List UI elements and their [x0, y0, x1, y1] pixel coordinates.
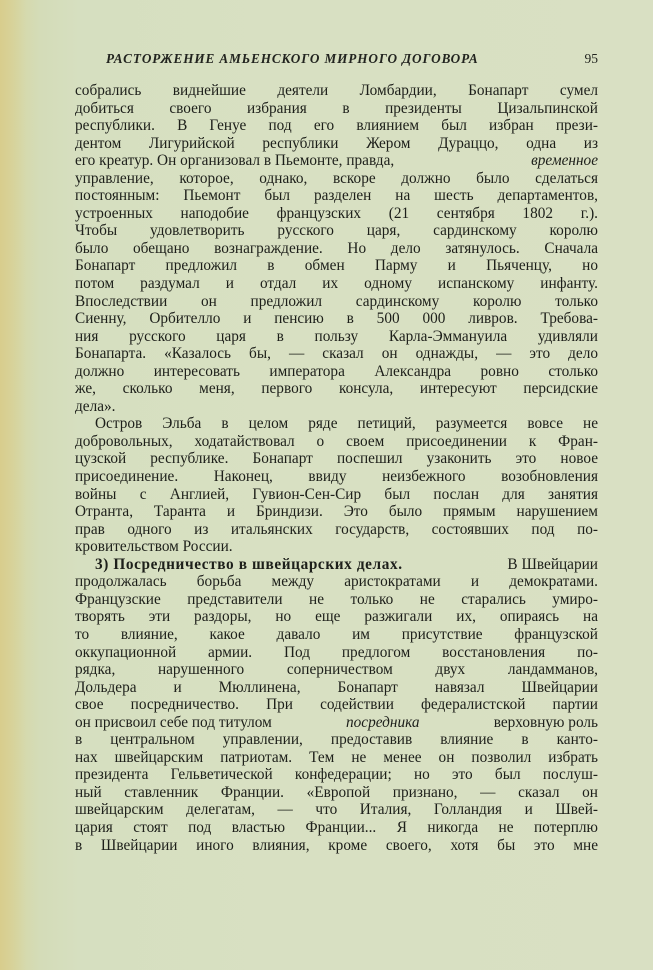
text-line: оккупационной армии. Под предлогом восстановления по-: [75, 643, 598, 661]
text-run: В Швейцарии: [503, 555, 598, 573]
text-line: Впоследствии он предложил сардинскому королю только: [75, 292, 598, 310]
running-title: РАСТОРЖЕНИЕ АМЬЕНСКОГО МИРНОГО ДОГОВОРА: [106, 51, 479, 66]
text-line: управление, которое, однако, вскоре должно было сделаться: [75, 169, 598, 187]
text-line: войны с Англией, Гувион-Сен-Сир был послан для занятия: [75, 485, 598, 503]
text-line: рядка, нарушенного соперничеством двух ландамманов,: [75, 661, 598, 679]
text-line: ный ставленник Франции. «Европой признано, — сказал он: [75, 783, 598, 801]
text-line: Остров Эльба в целом ряде петиций, разумеется вовсе не: [95, 415, 598, 433]
text-line: Чтобы удовлетворить русского царя, сардинскому королю: [75, 222, 598, 240]
section-heading: 3) Посредничество в швейцарских делах.: [95, 555, 403, 573]
text-line: свое посредничество. При содействии федералистской партии: [75, 696, 598, 714]
text-line: творять эти раздоры, но еще разжигали их, опираясь на: [75, 608, 598, 626]
text-line: потом раздумал и отдал их одному испанскому инфанту.: [75, 275, 598, 293]
text-line: продолжалась борьба между аристократами и демократами.: [75, 573, 598, 591]
text-line: прав одного из итальянских государств, состоявших под по-: [75, 520, 598, 538]
text-line: Французские представители не только не старались умиро-: [75, 590, 598, 608]
text-run: его креатур. Он организовал в Пьемонте, правда,: [75, 152, 399, 170]
text-line: Отранта, Таранта и Бриндизи. Это было прямым нарушением: [75, 503, 598, 521]
page-gutter-shadow: [0, 0, 26, 970]
text-line: [75, 714, 598, 732]
text-line: президента Гельветической конфедерации; но это был послуш-: [75, 766, 598, 784]
text-line: добровольных, ходатайствовал о своем присоединении к Фран-: [75, 432, 598, 450]
text-line: кровительством России.: [75, 538, 233, 556]
text-line: Бонапарта. «Казалось бы, — сказал он однажды, — это дело: [75, 345, 598, 363]
text-line: же, сколько меня, первого консула, интересуют персидские: [75, 380, 598, 398]
text-line: цария стоят под властью Франции... Я никогда не потерплю: [75, 818, 598, 836]
text-line: цузской республике. Бонапарт поспешил узаконить это новое: [75, 450, 598, 468]
text-line: добиться своего избрания в президенты Цизальпинской: [75, 99, 598, 117]
text-line: устроенных наподобие французских (21 сентября 1802 г.).: [75, 204, 598, 222]
text-line: Бонапарт предложил в обмен Парму и Пьяченцу, но: [75, 257, 598, 275]
text-line: постоянным: Пьемонт был разделен на шесть департаментов,: [75, 187, 598, 205]
text-run: верховную роль: [489, 713, 598, 731]
text-line: то влияние, какое давало им присутствие французской: [75, 625, 598, 643]
text-line: в Швейцарии иного влияния, кроме своего, хотя бы это мне: [75, 836, 598, 854]
text-line: нах швейцарским патриотам. Тем не менее он позволил избрать: [75, 748, 598, 766]
text-run: он присвоил себе под титулом: [75, 713, 276, 731]
text-line: было обещано вознаграждение. Но дело затянулось. Сначала: [75, 239, 598, 257]
text-line: Сиенну, Орбителло и пенсию в 500 000 ливров. Требова-: [75, 310, 598, 328]
text-line: дентом Лигурийской республики Жером Дураццо, одна из: [75, 134, 598, 152]
text-line: должно интересовать императора Александра ровно столько: [75, 362, 598, 380]
text-line: швейцарским делегатам, — что Италия, Голландия и Швей-: [75, 801, 598, 819]
text-line: ния русского царя в пользу Карла-Эммануила удивляли: [75, 327, 598, 345]
text-line: дела».: [75, 397, 116, 415]
text-line: [75, 152, 598, 170]
text-line: собрались виднейшие деятели Ломбардии, Бонапарт сумел: [75, 82, 598, 99]
text-line: Дольдера и Мюллинена, Бонапарт навязал Швейцарии: [75, 678, 598, 696]
text-line: присоединение. Наконец, ввиду неизбежного возобновления: [75, 468, 598, 486]
running-header: [106, 51, 598, 67]
text-line: республики. В Генуе под его влиянием был избран прези-: [75, 117, 598, 135]
emphasized-term: посредника: [346, 713, 420, 731]
text-line: в центральном управлении, предоставив влияние в канто-: [75, 731, 598, 749]
emphasized-term: временное: [531, 152, 598, 170]
text-line: [75, 556, 598, 574]
page-body-text: [75, 82, 598, 854]
page-number: 95: [584, 51, 598, 66]
